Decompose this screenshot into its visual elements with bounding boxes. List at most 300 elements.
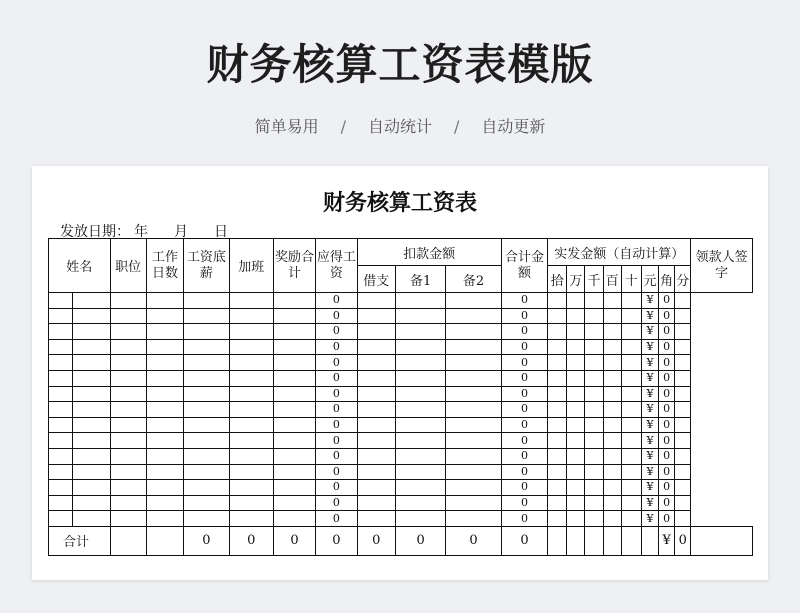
cell-signature[interactable] bbox=[675, 417, 691, 433]
totals-spare1: 0 bbox=[395, 526, 445, 555]
cell-signature[interactable] bbox=[675, 495, 691, 511]
cell-total-amount: 0 bbox=[501, 370, 547, 386]
cell-name[interactable] bbox=[73, 448, 110, 464]
cell-base-salary[interactable] bbox=[184, 480, 229, 496]
cell-total-amount: 0 bbox=[501, 417, 547, 433]
cell-bonus-total[interactable] bbox=[273, 324, 315, 340]
cell-digit-qian[interactable] bbox=[585, 511, 603, 527]
cell-spare2[interactable] bbox=[446, 402, 501, 418]
cell-gross-pay: 0 bbox=[316, 464, 357, 480]
cell-bonus-total[interactable] bbox=[273, 293, 315, 309]
cell-spare1[interactable] bbox=[395, 495, 445, 511]
cell-overtime[interactable] bbox=[229, 464, 273, 480]
cell-index[interactable] bbox=[49, 480, 73, 496]
cell-loan[interactable] bbox=[357, 339, 395, 355]
cell-digit-shi-wan[interactable] bbox=[548, 308, 567, 324]
cell-base-salary[interactable] bbox=[184, 464, 229, 480]
cell-base-salary[interactable] bbox=[184, 293, 229, 309]
cell-fen: 0 bbox=[659, 293, 675, 309]
table-row bbox=[49, 495, 753, 511]
cell-signature[interactable] bbox=[675, 402, 691, 418]
cell-digit-qian[interactable] bbox=[585, 495, 603, 511]
cell-overtime[interactable] bbox=[229, 433, 273, 449]
table-row bbox=[49, 433, 753, 449]
cell-digit-wan[interactable] bbox=[567, 480, 585, 496]
cell-digit-wan[interactable] bbox=[567, 370, 585, 386]
cell-digit-shi[interactable] bbox=[621, 293, 641, 309]
cell-digit-shi-wan[interactable] bbox=[548, 370, 567, 386]
cell-spare2[interactable] bbox=[446, 324, 501, 340]
cell-index[interactable] bbox=[49, 370, 73, 386]
cell-base-salary[interactable] bbox=[184, 433, 229, 449]
cell-base-salary[interactable] bbox=[184, 339, 229, 355]
cell-digit-shi[interactable] bbox=[621, 448, 641, 464]
cell-digit-bai[interactable] bbox=[603, 339, 621, 355]
cell-bonus-total[interactable] bbox=[273, 355, 315, 371]
cell-work-days[interactable] bbox=[146, 339, 183, 355]
cell-digit-wan[interactable] bbox=[567, 433, 585, 449]
cell-loan[interactable] bbox=[357, 511, 395, 527]
cell-bonus-total[interactable] bbox=[273, 448, 315, 464]
cell-loan[interactable] bbox=[357, 433, 395, 449]
cell-base-salary[interactable] bbox=[184, 417, 229, 433]
cell-index[interactable] bbox=[49, 339, 73, 355]
cell-digit-qian[interactable] bbox=[585, 293, 603, 309]
cell-name[interactable] bbox=[73, 433, 110, 449]
cell-total-amount: 0 bbox=[501, 308, 547, 324]
cell-signature[interactable] bbox=[675, 355, 691, 371]
cell-gross-pay: 0 bbox=[316, 386, 357, 402]
cell-overtime[interactable] bbox=[229, 402, 273, 418]
cell-digit-bai[interactable] bbox=[603, 324, 621, 340]
cell-bonus-total[interactable] bbox=[273, 339, 315, 355]
cell-digit-bai[interactable] bbox=[603, 308, 621, 324]
cell-index[interactable] bbox=[49, 293, 73, 309]
cell-spare2[interactable] bbox=[446, 355, 501, 371]
cell-yuan-sign: ¥ bbox=[641, 386, 658, 402]
cell-base-salary[interactable] bbox=[184, 308, 229, 324]
cell-digit-shi-wan[interactable] bbox=[548, 386, 567, 402]
cell-name[interactable] bbox=[73, 402, 110, 418]
cell-bonus-total[interactable] bbox=[273, 495, 315, 511]
cell-loan[interactable] bbox=[357, 386, 395, 402]
cell-spare1[interactable] bbox=[395, 339, 445, 355]
cell-spare2[interactable] bbox=[446, 339, 501, 355]
cell-name[interactable] bbox=[73, 495, 110, 511]
cell-loan[interactable] bbox=[357, 324, 395, 340]
cell-overtime[interactable] bbox=[229, 355, 273, 371]
cell-work-days[interactable] bbox=[146, 495, 183, 511]
cell-bonus-total[interactable] bbox=[273, 417, 315, 433]
cell-digit-shi[interactable] bbox=[621, 511, 641, 527]
cell-gross-pay: 0 bbox=[316, 370, 357, 386]
cell-position[interactable] bbox=[110, 308, 146, 324]
cell-base-salary[interactable] bbox=[184, 386, 229, 402]
cell-digit-shi-wan[interactable] bbox=[548, 511, 567, 527]
cell-signature[interactable] bbox=[675, 511, 691, 527]
cell-spare1[interactable] bbox=[395, 355, 445, 371]
cell-name[interactable] bbox=[73, 370, 110, 386]
cell-spare1[interactable] bbox=[395, 308, 445, 324]
cell-overtime[interactable] bbox=[229, 308, 273, 324]
cell-loan[interactable] bbox=[357, 370, 395, 386]
cell-digit-qian[interactable] bbox=[585, 433, 603, 449]
cell-spare1[interactable] bbox=[395, 293, 445, 309]
cell-digit-qian[interactable] bbox=[585, 386, 603, 402]
cell-fen: 0 bbox=[659, 386, 675, 402]
header-total-amount: 合计金额 bbox=[501, 239, 547, 293]
cell-yuan-sign: ¥ bbox=[641, 355, 658, 371]
cell-digit-qian[interactable] bbox=[585, 402, 603, 418]
cell-name[interactable] bbox=[73, 417, 110, 433]
cell-digit-wan[interactable] bbox=[567, 293, 585, 309]
cell-digit-shi[interactable] bbox=[621, 417, 641, 433]
cell-position[interactable] bbox=[110, 370, 146, 386]
cell-digit-bai[interactable] bbox=[603, 370, 621, 386]
cell-spare1[interactable] bbox=[395, 464, 445, 480]
cell-loan[interactable] bbox=[357, 480, 395, 496]
cell-position[interactable] bbox=[110, 495, 146, 511]
cell-overtime[interactable] bbox=[229, 324, 273, 340]
cell-fen: 0 bbox=[659, 417, 675, 433]
cell-digit-bai[interactable] bbox=[603, 464, 621, 480]
cell-name[interactable] bbox=[73, 308, 110, 324]
cell-bonus-total[interactable] bbox=[273, 480, 315, 496]
table-row bbox=[49, 511, 753, 527]
cell-yuan-sign: ¥ bbox=[641, 448, 658, 464]
cell-digit-shi[interactable] bbox=[621, 324, 641, 340]
header-name: 姓名 bbox=[49, 239, 111, 293]
cell-work-days[interactable] bbox=[146, 433, 183, 449]
cell-digit-bai[interactable] bbox=[603, 511, 621, 527]
cell-spare2[interactable] bbox=[446, 433, 501, 449]
cell-spare2[interactable] bbox=[446, 480, 501, 496]
cell-index[interactable] bbox=[49, 448, 73, 464]
cell-spare2[interactable] bbox=[446, 293, 501, 309]
cell-base-salary[interactable] bbox=[184, 402, 229, 418]
cell-index[interactable] bbox=[49, 308, 73, 324]
tag-separator: / bbox=[454, 117, 460, 136]
table-row bbox=[49, 324, 753, 340]
cell-fen: 0 bbox=[659, 511, 675, 527]
cell-digit-shi[interactable] bbox=[621, 370, 641, 386]
cell-position[interactable] bbox=[110, 511, 146, 527]
cell-spare1[interactable] bbox=[395, 480, 445, 496]
cell-overtime[interactable] bbox=[229, 386, 273, 402]
cell-overtime[interactable] bbox=[229, 293, 273, 309]
cell-digit-wan[interactable] bbox=[567, 324, 585, 340]
header-overtime: 加班 bbox=[229, 239, 273, 293]
cell-bonus-total[interactable] bbox=[273, 464, 315, 480]
cell-index[interactable] bbox=[49, 402, 73, 418]
cell-digit-shi[interactable] bbox=[621, 480, 641, 496]
cell-work-days[interactable] bbox=[146, 480, 183, 496]
cell-loan[interactable] bbox=[357, 308, 395, 324]
cell-spare2[interactable] bbox=[446, 370, 501, 386]
cell-work-days[interactable] bbox=[146, 324, 183, 340]
cell-digit-shi[interactable] bbox=[621, 495, 641, 511]
cell-digit-qian[interactable] bbox=[585, 448, 603, 464]
cell-digit-qian[interactable] bbox=[585, 339, 603, 355]
cell-index[interactable] bbox=[49, 324, 73, 340]
cell-work-days[interactable] bbox=[146, 464, 183, 480]
cell-digit-shi-wan[interactable] bbox=[548, 293, 567, 309]
cell-yuan-sign: ¥ bbox=[641, 511, 658, 527]
cell-gross-pay: 0 bbox=[316, 480, 357, 496]
cell-work-days[interactable] bbox=[146, 386, 183, 402]
cell-loan[interactable] bbox=[357, 355, 395, 371]
cell-gross-pay: 0 bbox=[316, 417, 357, 433]
cell-signature[interactable] bbox=[675, 480, 691, 496]
cell-position[interactable] bbox=[110, 433, 146, 449]
cell-work-days[interactable] bbox=[146, 417, 183, 433]
cell-spare2[interactable] bbox=[446, 448, 501, 464]
header-work-days: 工作日数 bbox=[146, 239, 183, 293]
cell-loan[interactable] bbox=[357, 293, 395, 309]
cell-digit-wan[interactable] bbox=[567, 386, 585, 402]
cell-name[interactable] bbox=[73, 293, 110, 309]
cell-digit-bai[interactable] bbox=[603, 433, 621, 449]
cell-position[interactable] bbox=[110, 386, 146, 402]
table-row bbox=[49, 308, 753, 324]
cell-digit-bai[interactable] bbox=[603, 386, 621, 402]
cell-gross-pay: 0 bbox=[316, 402, 357, 418]
cell-signature[interactable] bbox=[675, 370, 691, 386]
cell-position[interactable] bbox=[110, 448, 146, 464]
totals-loan: 0 bbox=[357, 526, 395, 555]
cell-digit-wan[interactable] bbox=[567, 448, 585, 464]
cell-total-amount: 0 bbox=[501, 480, 547, 496]
totals-fen: 0 bbox=[675, 526, 691, 555]
cell-signature[interactable] bbox=[675, 308, 691, 324]
cell-signature[interactable] bbox=[675, 433, 691, 449]
cell-digit-shi-wan[interactable] bbox=[548, 480, 567, 496]
cell-gross-pay: 0 bbox=[316, 433, 357, 449]
cell-digit-bai[interactable] bbox=[603, 293, 621, 309]
cell-overtime[interactable] bbox=[229, 448, 273, 464]
table-row bbox=[49, 402, 753, 418]
cell-signature[interactable] bbox=[675, 448, 691, 464]
cell-loan[interactable] bbox=[357, 402, 395, 418]
cell-digit-qian[interactable] bbox=[585, 370, 603, 386]
cell-spare2[interactable] bbox=[446, 386, 501, 402]
cell-bonus-total[interactable] bbox=[273, 370, 315, 386]
cell-base-salary[interactable] bbox=[184, 511, 229, 527]
table-row bbox=[49, 464, 753, 480]
cell-spare1[interactable] bbox=[395, 370, 445, 386]
cell-index[interactable] bbox=[49, 511, 73, 527]
cell-digit-shi[interactable] bbox=[621, 402, 641, 418]
cell-position[interactable] bbox=[110, 480, 146, 496]
cell-bonus-total[interactable] bbox=[273, 308, 315, 324]
cell-position[interactable] bbox=[110, 339, 146, 355]
cell-position[interactable] bbox=[110, 324, 146, 340]
cell-overtime[interactable] bbox=[229, 511, 273, 527]
cell-spare2[interactable] bbox=[446, 417, 501, 433]
cell-signature[interactable] bbox=[675, 386, 691, 402]
cell-overtime[interactable] bbox=[229, 495, 273, 511]
tag-separator: / bbox=[340, 117, 346, 136]
header-deductions: 扣款金额 bbox=[357, 239, 501, 266]
cell-name[interactable] bbox=[73, 324, 110, 340]
cell-work-days[interactable] bbox=[146, 355, 183, 371]
cell-digit-bai[interactable] bbox=[603, 448, 621, 464]
cell-name[interactable] bbox=[73, 386, 110, 402]
cell-signature[interactable] bbox=[675, 339, 691, 355]
cell-name[interactable] bbox=[73, 464, 110, 480]
cell-index[interactable] bbox=[49, 417, 73, 433]
cell-signature[interactable] bbox=[675, 324, 691, 340]
cell-digit-wan[interactable] bbox=[567, 402, 585, 418]
cell-digit-shi-wan[interactable] bbox=[548, 495, 567, 511]
cell-position[interactable] bbox=[110, 464, 146, 480]
cell-bonus-total[interactable] bbox=[273, 511, 315, 527]
cell-digit-bai[interactable] bbox=[603, 402, 621, 418]
header-digit-jiao: 角 bbox=[659, 266, 675, 293]
cell-digit-wan[interactable] bbox=[567, 355, 585, 371]
cell-work-days[interactable] bbox=[146, 448, 183, 464]
cell-yuan-sign: ¥ bbox=[641, 324, 658, 340]
cell-digit-shi[interactable] bbox=[621, 464, 641, 480]
cell-index[interactable] bbox=[49, 355, 73, 371]
table-row bbox=[49, 480, 753, 496]
cell-digit-bai[interactable] bbox=[603, 417, 621, 433]
cell-spare1[interactable] bbox=[395, 417, 445, 433]
cell-digit-wan[interactable] bbox=[567, 464, 585, 480]
cell-digit-shi-wan[interactable] bbox=[548, 324, 567, 340]
cell-yuan-sign: ¥ bbox=[641, 433, 658, 449]
cell-spare1[interactable] bbox=[395, 324, 445, 340]
cell-bonus-total[interactable] bbox=[273, 433, 315, 449]
date-label: 发放日期： bbox=[60, 224, 130, 240]
cell-work-days[interactable] bbox=[146, 402, 183, 418]
feature-tags bbox=[0, 114, 800, 137]
cell-digit-qian[interactable] bbox=[585, 480, 603, 496]
cell-spare2[interactable] bbox=[446, 464, 501, 480]
cell-index[interactable] bbox=[49, 433, 73, 449]
header-digit-qian: 千 bbox=[585, 266, 603, 293]
cell-digit-bai[interactable] bbox=[603, 355, 621, 371]
cell-digit-wan[interactable] bbox=[567, 339, 585, 355]
cell-spare1[interactable] bbox=[395, 511, 445, 527]
sheet-title: 财务核算工资表 bbox=[322, 190, 477, 216]
cell-spare1[interactable] bbox=[395, 402, 445, 418]
cell-digit-qian[interactable] bbox=[585, 308, 603, 324]
cell-index[interactable] bbox=[49, 495, 73, 511]
cell-overtime[interactable] bbox=[229, 370, 273, 386]
cell-digit-wan[interactable] bbox=[567, 417, 585, 433]
cell-total-amount: 0 bbox=[501, 339, 547, 355]
cell-digit-qian[interactable] bbox=[585, 324, 603, 340]
cell-digit-shi-wan[interactable] bbox=[548, 402, 567, 418]
cell-gross-pay: 0 bbox=[316, 293, 357, 309]
cell-digit-shi-wan[interactable] bbox=[548, 417, 567, 433]
cell-spare1[interactable] bbox=[395, 386, 445, 402]
cell-name[interactable] bbox=[73, 339, 110, 355]
cell-name[interactable] bbox=[73, 480, 110, 496]
cell-spare2[interactable] bbox=[446, 308, 501, 324]
cell-digit-shi-wan[interactable] bbox=[548, 339, 567, 355]
cell-signature[interactable] bbox=[675, 293, 691, 309]
cell-digit-qian[interactable] bbox=[585, 464, 603, 480]
cell-base-salary[interactable] bbox=[184, 495, 229, 511]
cell-gross-pay: 0 bbox=[316, 308, 357, 324]
cell-digit-wan[interactable] bbox=[567, 308, 585, 324]
cell-position[interactable] bbox=[110, 402, 146, 418]
cell-spare2[interactable] bbox=[446, 511, 501, 527]
cell-digit-qian[interactable] bbox=[585, 355, 603, 371]
cell-base-salary[interactable] bbox=[184, 324, 229, 340]
cell-work-days[interactable] bbox=[146, 308, 183, 324]
cell-overtime[interactable] bbox=[229, 417, 273, 433]
totals-yuan-sign: ¥ bbox=[659, 526, 675, 555]
cell-work-days[interactable] bbox=[146, 370, 183, 386]
cell-digit-bai[interactable] bbox=[603, 480, 621, 496]
cell-digit-shi[interactable] bbox=[621, 386, 641, 402]
cell-digit-shi[interactable] bbox=[621, 308, 641, 324]
cell-digit-shi[interactable] bbox=[621, 433, 641, 449]
cell-bonus-total[interactable] bbox=[273, 386, 315, 402]
cell-loan[interactable] bbox=[357, 417, 395, 433]
header-digit-shi-wan: 拾 bbox=[548, 266, 567, 293]
cell-gross-pay: 0 bbox=[316, 448, 357, 464]
cell-loan[interactable] bbox=[357, 464, 395, 480]
cell-signature[interactable] bbox=[675, 464, 691, 480]
table-row bbox=[49, 339, 753, 355]
cell-name[interactable] bbox=[73, 511, 110, 527]
cell-digit-qian[interactable] bbox=[585, 417, 603, 433]
cell-gross-pay: 0 bbox=[316, 324, 357, 340]
cell-spare1[interactable] bbox=[395, 433, 445, 449]
cell-digit-shi-wan[interactable] bbox=[548, 464, 567, 480]
cell-digit-shi-wan[interactable] bbox=[548, 433, 567, 449]
header-net-pay: 实发金额（自动计算） bbox=[548, 239, 691, 266]
cell-index[interactable] bbox=[49, 464, 73, 480]
table-row bbox=[49, 355, 753, 371]
cell-total-amount: 0 bbox=[501, 386, 547, 402]
cell-spare2[interactable] bbox=[446, 495, 501, 511]
cell-digit-wan[interactable] bbox=[567, 495, 585, 511]
cell-base-salary[interactable] bbox=[184, 448, 229, 464]
cell-overtime[interactable] bbox=[229, 480, 273, 496]
cell-base-salary[interactable] bbox=[184, 370, 229, 386]
cell-overtime[interactable] bbox=[229, 339, 273, 355]
cell-digit-shi[interactable] bbox=[621, 355, 641, 371]
cell-name[interactable] bbox=[73, 355, 110, 371]
header-signature: 领款人签字 bbox=[691, 239, 753, 293]
cell-work-days[interactable] bbox=[146, 511, 183, 527]
cell-digit-shi-wan[interactable] bbox=[548, 355, 567, 371]
cell-spare1[interactable] bbox=[395, 448, 445, 464]
cell-digit-bai[interactable] bbox=[603, 495, 621, 511]
cell-digit-shi-wan[interactable] bbox=[548, 448, 567, 464]
cell-loan[interactable] bbox=[357, 495, 395, 511]
totals-label: 合计 bbox=[49, 526, 111, 555]
cell-position[interactable] bbox=[110, 293, 146, 309]
cell-position[interactable] bbox=[110, 417, 146, 433]
cell-work-days[interactable] bbox=[146, 293, 183, 309]
tag-auto-stat: 自动统计 bbox=[367, 117, 432, 136]
cell-fen: 0 bbox=[659, 370, 675, 386]
cell-base-salary[interactable] bbox=[184, 355, 229, 371]
cell-index[interactable] bbox=[49, 386, 73, 402]
cell-digit-wan[interactable] bbox=[567, 511, 585, 527]
cell-total-amount: 0 bbox=[501, 355, 547, 371]
cell-loan[interactable] bbox=[357, 448, 395, 464]
cell-digit-shi[interactable] bbox=[621, 339, 641, 355]
cell-bonus-total[interactable] bbox=[273, 402, 315, 418]
cell-position[interactable] bbox=[110, 355, 146, 371]
